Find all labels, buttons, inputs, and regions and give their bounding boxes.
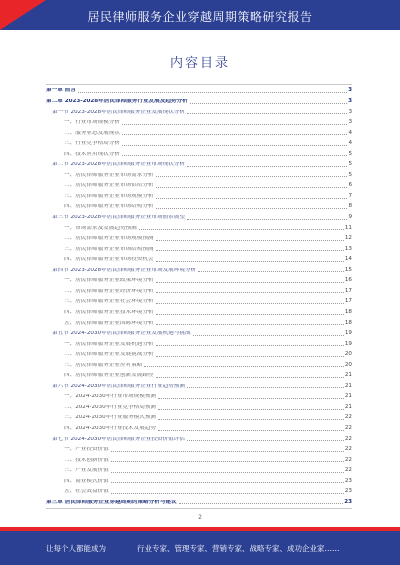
toc-entry-title: 三、行业竞争格局分析 <box>64 141 120 147</box>
toc-leader-dots <box>158 418 344 420</box>
toc-entry-page: 6 <box>348 182 352 189</box>
toc-leader-dots <box>156 197 348 199</box>
toc-entry-title: 一、市场需求及发展趋势预测 <box>64 225 137 231</box>
toc-entry-title: 第一节 2023-2028年居民律师服务企业发展现状分析 <box>52 109 185 115</box>
toc-entry-page: 13 <box>344 245 352 252</box>
toc-entry-page: 8 <box>348 203 352 210</box>
toc-leader-dots <box>158 397 344 399</box>
toc-entry[interactable] <box>46 433 352 442</box>
toc-leader-dots <box>156 344 344 346</box>
toc-entry[interactable] <box>46 328 352 337</box>
toc-entry[interactable] <box>46 349 352 358</box>
toc-entry[interactable] <box>46 106 352 115</box>
footer-red-stripe <box>0 527 400 531</box>
toc-entry-page: 15 <box>344 266 352 273</box>
toc-leader-dots <box>156 291 344 293</box>
toc-entry-title: 四、商业模式价值 <box>64 478 109 484</box>
toc-entry-title: 第五节 2024-2030年居民律师服务企业发展机遇与挑战 <box>52 331 191 337</box>
toc-leader-dots <box>156 260 344 262</box>
toc-entry-page: 18 <box>344 319 352 326</box>
toc-leader-dots <box>156 355 344 357</box>
toc-leader-dots <box>122 154 347 156</box>
toc-entry-page: 23 <box>344 488 352 495</box>
toc-leader-dots <box>78 91 347 93</box>
toc-leader-dots <box>156 186 348 188</box>
toc-entry[interactable] <box>46 264 352 273</box>
toc-entry-page: 22 <box>344 456 352 463</box>
toc-entry-title: 三、居民律师服务企业市场规模分析 <box>64 193 154 199</box>
toc-leader-dots <box>156 313 344 315</box>
toc-entry-title: 一、行业市场规模分析 <box>64 120 120 126</box>
toc-entry-page: 3 <box>348 97 352 104</box>
toc-entry[interactable] <box>46 391 352 400</box>
toc-entry-page: 20 <box>344 351 352 358</box>
toc-entry-title: 第三章 居民律师服务企业穿越周期的策略分析与建议 <box>46 499 177 505</box>
toc-entry[interactable] <box>46 148 352 157</box>
toc-entry[interactable] <box>46 317 352 326</box>
toc-leader-dots <box>158 429 344 431</box>
toc-entry[interactable] <box>46 117 352 126</box>
toc-entry-page: 23 <box>344 477 352 484</box>
toc-entry[interactable] <box>46 370 352 379</box>
toc-entry[interactable] <box>46 85 352 94</box>
toc-entry[interactable] <box>46 96 352 105</box>
toc-entry-page: 22 <box>344 435 352 442</box>
page-number: 2 <box>198 514 202 521</box>
toc-leader-dots <box>156 376 344 378</box>
toc-leader-dots <box>190 102 347 104</box>
toc-entry-title: 第七节 2024-2030年居民律师服务企业投资价值评估 <box>52 436 185 442</box>
toc-entry[interactable] <box>46 412 352 421</box>
toc-leader-dots <box>111 481 344 483</box>
toc-entry-title: 一、居民律师服务企业政策环境分析 <box>64 278 154 284</box>
toc-leader-dots <box>158 408 344 410</box>
toc-entry-page: 23 <box>344 498 352 505</box>
toc-leader-dots <box>122 144 347 146</box>
toc-entry-page: 22 <box>344 446 352 453</box>
toc-entry-page: 19 <box>344 340 352 347</box>
toc-leader-dots <box>156 281 344 283</box>
report-title: 居民律师服务企业穿越周期策略研究报告 <box>87 10 313 24</box>
toc-leader-dots <box>122 123 347 125</box>
toc-entry[interactable] <box>46 475 352 484</box>
toc-entry-title: 第一章 前言 <box>46 88 76 94</box>
toc-entry-title: 二、居民律师服务企业发展挑战分析 <box>64 352 154 358</box>
toc-leader-dots <box>139 228 344 230</box>
toc-entry[interactable] <box>46 423 352 432</box>
toc-entry-page: 5 <box>348 150 352 157</box>
toc-leader-dots <box>111 460 344 462</box>
toc-entry-title: 三、产业发展价值 <box>64 468 109 474</box>
toc-entry[interactable] <box>46 138 352 147</box>
toc-entry-page: 16 <box>344 277 352 284</box>
toc-leader-dots <box>198 270 344 272</box>
toc-entry-page: 21 <box>344 403 352 410</box>
toc-entry-title: 四、居民律师服务企业技术环境分析 <box>64 309 154 315</box>
toc-entry[interactable] <box>46 359 352 368</box>
toc-entry-title: 二、居民律师服务企业市场规模预测 <box>64 236 154 242</box>
toc-entry[interactable] <box>46 180 352 189</box>
toc-entry-page: 19 <box>344 330 352 337</box>
toc-entry-title: 二、居民律师服务企业市场供给分析 <box>64 183 154 189</box>
toc-entry[interactable] <box>46 496 352 505</box>
toc-entry-title: 第四节 2023-2028年居民律师服务企业市场发展环境分析 <box>52 267 197 273</box>
toc-entry-page: 3 <box>348 87 352 94</box>
toc-entry-page: 12 <box>344 235 352 242</box>
toc-entry-page: 22 <box>344 414 352 421</box>
toc-leader-dots <box>144 365 344 367</box>
footer-slogan-right: 行业专家、管理专家、营销专家、战略专家、成功企业家…… <box>137 544 340 553</box>
toc-leader-dots <box>187 165 347 167</box>
toc-entry[interactable] <box>46 454 352 463</box>
toc-entry[interactable] <box>46 222 352 231</box>
toc-leader-dots <box>193 334 344 336</box>
toc-entry[interactable] <box>46 201 352 210</box>
toc-entry[interactable] <box>46 444 352 453</box>
toc-leader-dots <box>111 471 344 473</box>
toc-entry[interactable] <box>46 212 352 221</box>
toc-entry-title: 三、2024-2030年行业服务模式预测 <box>64 415 157 421</box>
toc-entry-title: 四、居民律师服务企业市场投资机会 <box>64 257 154 263</box>
toc-entry-page: 18 <box>344 308 352 315</box>
footer-slogan-left: 让每个人都能成为 <box>46 544 106 553</box>
toc-entry[interactable] <box>46 338 352 347</box>
toc-entry-title: 二、服务业态发展现状 <box>64 130 120 136</box>
toc-entry-title: 二、2024-2030年行业竞争格局预测 <box>64 404 157 410</box>
toc-entry-page: 9 <box>348 214 352 220</box>
toc-entry-page: 21 <box>344 372 352 379</box>
toc-leader-dots <box>122 133 347 135</box>
toc-leader-dots <box>156 323 344 325</box>
toc-entry-page: 11 <box>344 224 352 231</box>
toc-leader-dots <box>179 502 344 504</box>
toc-leader-dots <box>156 175 348 177</box>
toc-entry-page: 22 <box>344 425 352 431</box>
report-header-bar <box>0 0 400 30</box>
toc-entry-title: 一、2024-2030年行业市场规模预测 <box>64 394 157 400</box>
toc-entry-title: 四、2024-2030年行业技术发展趋势 <box>64 426 157 431</box>
toc-entry[interactable] <box>46 233 352 242</box>
toc-entry-page: 4 <box>348 140 352 147</box>
toc-leader-dots <box>111 450 344 452</box>
toc-entry[interactable] <box>46 465 352 474</box>
toc-entry[interactable] <box>46 191 352 200</box>
toc-entry-title: 第三节 2023-2028年居民律师服务企业市场前景展望 <box>52 215 185 220</box>
toc-entry-title: 第六节 2024-2030年居民律师服务企业行业趋势预测 <box>52 383 185 389</box>
toc-entry-page: 17 <box>344 298 352 305</box>
toc-entry-title: 五、居民律师服务企业国际环境分析 <box>64 320 154 326</box>
toc-entry-page: 3 <box>348 119 352 126</box>
toc-leader-dots <box>156 207 348 209</box>
toc-leader-dots <box>187 386 344 388</box>
toc-leader-dots <box>187 439 344 441</box>
toc-leader-dots <box>156 302 344 304</box>
toc-entry[interactable] <box>46 159 352 168</box>
toc-leader-dots <box>111 492 344 494</box>
toc-leader-dots <box>187 112 347 114</box>
toc-entry[interactable] <box>46 285 352 294</box>
toc-heading: 内容目录 <box>169 56 230 71</box>
toc-entry-title: 三、居民律师服务企业市场结构预测 <box>64 246 154 252</box>
toc-entry-title: 二、居民律师服务企业经济环境分析 <box>64 288 154 294</box>
toc-entry[interactable] <box>46 402 352 411</box>
toc-entry[interactable] <box>46 243 352 252</box>
toc-entry-page: 4 <box>348 129 352 136</box>
toc-entry-page: 3 <box>348 108 352 115</box>
toc-entry-title: 三、居民律师服务企业社会环境分析 <box>64 299 154 305</box>
toc-entry-page: 22 <box>344 467 352 474</box>
toc-entry[interactable] <box>46 296 352 305</box>
toc-bottom-rule <box>46 508 352 509</box>
toc-entry-page: 5 <box>348 171 352 178</box>
toc-entry[interactable] <box>46 127 352 136</box>
toc-entry-title: 第二节 2023-2028年居民律师服务企业市场现状分析 <box>52 162 185 168</box>
toc-entry-title: 四、技术应用现状分析 <box>64 151 120 157</box>
toc-entry[interactable] <box>46 486 352 495</box>
table-of-contents <box>46 85 352 507</box>
toc-entry[interactable] <box>46 380 352 389</box>
toc-entry-page: 5 <box>348 161 352 168</box>
footer-banner <box>0 527 400 565</box>
toc-leader-dots <box>156 239 344 241</box>
toc-entry-page: 14 <box>344 256 352 263</box>
toc-entry-page: 21 <box>344 393 352 400</box>
toc-entry-title: 五、社会效益价值 <box>64 489 109 495</box>
toc-entry-title: 一、居民律师服务企业市场需求分析 <box>64 172 154 178</box>
toc-leader-dots <box>156 249 344 251</box>
toc-entry-page: 21 <box>344 382 352 389</box>
toc-entry-title: 三、居民律师服务企业应对策略 <box>64 362 143 368</box>
toc-entry[interactable] <box>46 275 352 284</box>
toc-entry-title: 四、居民律师服务企业创新发展路径 <box>64 373 154 379</box>
toc-entry-title: 二、技术创新价值 <box>64 457 109 463</box>
toc-entry-title: 一、产业投资价值 <box>64 447 109 453</box>
toc-entry-title: 一、居民律师服务企业发展机遇分析 <box>64 341 154 347</box>
toc-entry-page: 7 <box>348 192 352 199</box>
toc-entry[interactable] <box>46 307 352 316</box>
toc-entry-page: 17 <box>344 287 352 294</box>
toc-leader-dots <box>187 218 347 220</box>
toc-entry-title: 第二章 2023-2028年居民律师服务行业发展及趋势分析 <box>46 98 188 104</box>
toc-entry-page: 20 <box>344 361 352 368</box>
toc-entry[interactable] <box>46 254 352 263</box>
toc-entry-title: 四、居民律师服务企业市场结构分析 <box>64 204 154 210</box>
toc-entry[interactable] <box>46 169 352 178</box>
